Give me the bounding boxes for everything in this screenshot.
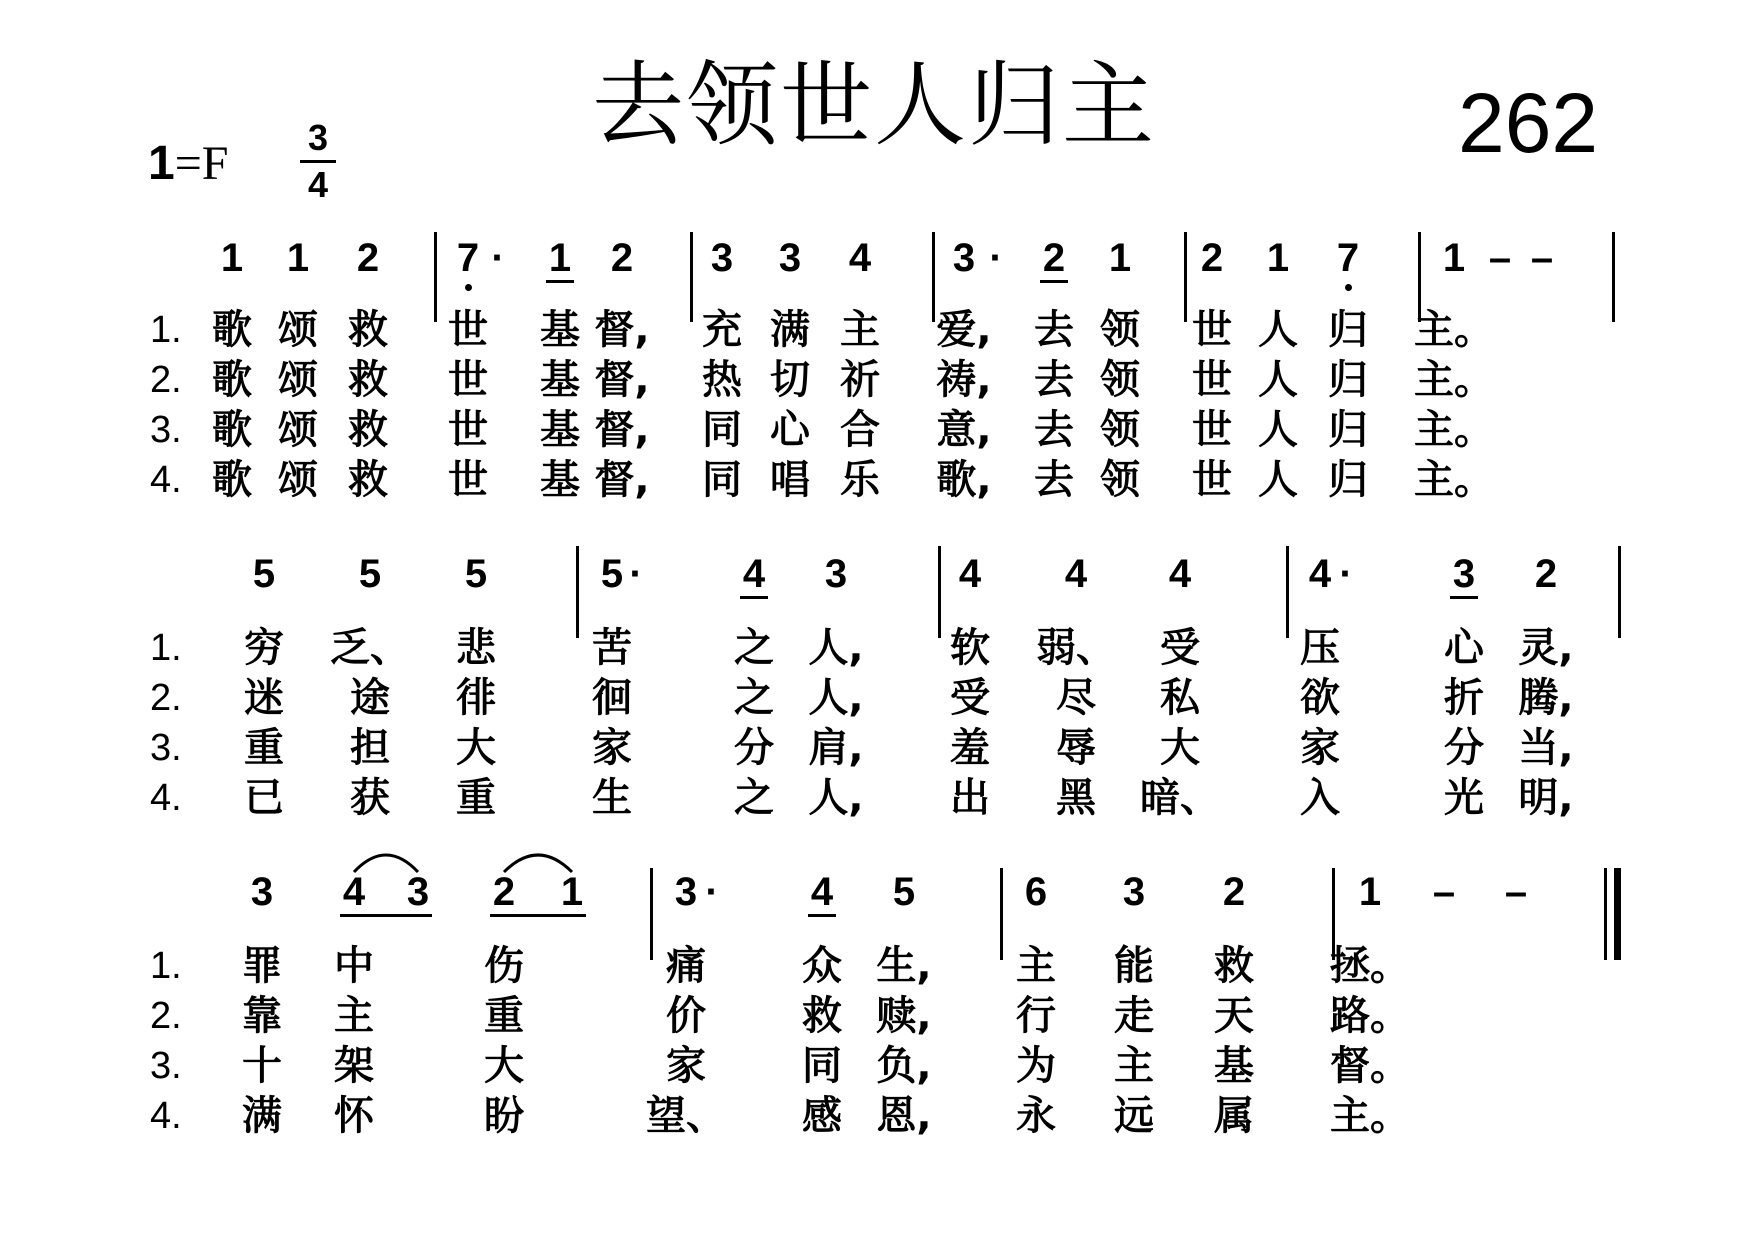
note: 4: [810, 870, 834, 914]
lyric-syllable: 督。: [1330, 1043, 1410, 1089]
lyric-syllable: 赎,: [876, 993, 932, 1039]
lyric-syllable: 基: [540, 407, 580, 453]
note: 5: [358, 552, 382, 596]
lyric-syllable: 天: [1214, 993, 1254, 1039]
note: 1: [1442, 236, 1466, 280]
verse-number: 1.: [150, 945, 182, 987]
lyric-syllable: 肩,: [808, 725, 864, 771]
note: 6: [1024, 870, 1048, 914]
note: 2: [1042, 236, 1066, 280]
lyric-syllable: 歌: [212, 307, 252, 353]
note: 3: [710, 236, 734, 280]
lyric-syllable: 压: [1300, 625, 1340, 671]
lyric-syllable: 主。: [1414, 407, 1494, 453]
note: 4: [1308, 552, 1332, 596]
verse-number: 2.: [150, 677, 182, 719]
lyric-syllable: 中: [334, 943, 374, 989]
time-sig-beat-unit: 4: [307, 164, 329, 205]
lyric-syllable: 乐: [840, 457, 880, 503]
hymn-title: 去领世人归主: [592, 52, 1157, 159]
lyric-syllable: 价: [666, 993, 706, 1039]
lyric-syllable: 颂: [278, 357, 318, 403]
lyric-syllable: 受: [1160, 625, 1200, 671]
note: 4: [848, 236, 872, 280]
lyric-syllable: 众: [802, 943, 842, 989]
lyric-syllable: 弱、: [1036, 625, 1116, 671]
note: 4: [742, 552, 766, 596]
note: 2: [492, 870, 516, 914]
lyric-syllable: 灵,: [1518, 625, 1574, 671]
lyric-syllable: 恩,: [876, 1093, 932, 1139]
lyric-syllable: 主: [1114, 1043, 1154, 1089]
lyric-syllable: 歌: [212, 407, 252, 453]
dash-extension: –: [1488, 236, 1512, 280]
lyric-syllable: 感: [802, 1093, 842, 1139]
lyric-syllable: 基: [540, 307, 580, 353]
lyric-syllable: 重: [484, 993, 524, 1039]
lyric-syllable: 歌: [212, 457, 252, 503]
lyric-syllable: 领: [1100, 407, 1140, 453]
lyric-syllable: 去: [1034, 457, 1074, 503]
lyric-syllable: 基: [540, 457, 580, 503]
lyric-syllable: 家: [1300, 725, 1340, 771]
lyric-syllable: 罪: [242, 943, 282, 989]
lyric-syllable: 软: [950, 625, 990, 671]
lyric-syllable: 去: [1034, 307, 1074, 353]
lyric-syllable: 合: [840, 407, 880, 453]
lyric-syllable: 世: [1192, 357, 1232, 403]
note: 1: [220, 236, 244, 280]
verse-number: 2.: [150, 359, 182, 401]
note: 4: [958, 552, 982, 596]
lyric-syllable: 能: [1114, 943, 1154, 989]
lyric-syllable: 大: [484, 1043, 524, 1089]
lyric-syllable: 家: [592, 725, 632, 771]
lyric-syllable: 明,: [1518, 775, 1574, 821]
verse-number: 2.: [150, 995, 182, 1037]
lyric-syllable: 基: [540, 357, 580, 403]
note: 4: [1168, 552, 1192, 596]
dash-extension: –: [1432, 870, 1456, 914]
lyric-syllable: 世: [448, 407, 488, 453]
lyric-syllable: 负,: [876, 1043, 932, 1089]
lyric-syllable: 充: [702, 307, 742, 353]
augmentation-dot: ·: [705, 870, 719, 914]
lyric-syllable: 远: [1114, 1093, 1154, 1139]
lyric-syllable: 之: [734, 625, 774, 671]
lyric-syllable: 私: [1160, 675, 1200, 721]
lyric-syllable: 出: [950, 775, 990, 821]
lyric-syllable: 光: [1444, 775, 1484, 821]
lyric-syllable: 重: [456, 775, 496, 821]
lyric-syllable: 归: [1328, 457, 1368, 503]
lyric-syllable: 暗、: [1140, 775, 1220, 821]
lyric-syllable: 苦: [592, 625, 632, 671]
note: 2: [1534, 552, 1558, 596]
lyric-syllable: 歌: [212, 357, 252, 403]
lyric-syllable: 悲: [456, 625, 496, 671]
lyric-syllable: 徘: [456, 675, 496, 721]
lyric-syllable: 主。: [1330, 1093, 1410, 1139]
lyric-syllable: 主: [334, 993, 374, 1039]
lyric-syllable: 家: [666, 1043, 706, 1089]
lyric-syllable: 生,: [876, 943, 932, 989]
lyric-syllable: 世: [448, 307, 488, 353]
verse-number: 3.: [150, 409, 182, 451]
lyric-syllable: 切: [770, 357, 810, 403]
lyric-syllable: 怀: [334, 1093, 374, 1139]
lyric-syllable: 满: [770, 307, 810, 353]
lyric-syllable: 担: [350, 725, 390, 771]
note: 1: [548, 236, 572, 280]
augmentation-dot: ·: [1339, 552, 1353, 596]
note: 2: [1200, 236, 1224, 280]
lyric-syllable: 世: [1192, 457, 1232, 503]
verse-number: 3.: [150, 727, 182, 769]
lyric-syllable: 主: [1016, 943, 1056, 989]
lyric-syllable: 世: [1192, 407, 1232, 453]
lyric-syllable: 同: [702, 407, 742, 453]
lyric-syllable: 领: [1100, 307, 1140, 353]
time-sig-beats: 3: [307, 117, 329, 158]
lyric-syllable: 黑: [1056, 775, 1096, 821]
lyric-syllable: 羞: [950, 725, 990, 771]
verse-number: 1.: [150, 309, 182, 351]
lyric-syllable: 督,: [594, 357, 650, 403]
lyric-syllable: 督,: [594, 407, 650, 453]
lyric-syllable: 人,: [808, 675, 864, 721]
lyric-syllable: 穷: [244, 625, 284, 671]
lyric-syllable: 颂: [278, 407, 318, 453]
note: 7: [456, 236, 480, 280]
lyric-syllable: 人: [1258, 457, 1298, 503]
lyric-syllable: 欲: [1300, 675, 1340, 721]
lyric-syllable: 世: [448, 457, 488, 503]
lyric-syllable: 救: [802, 993, 842, 1039]
dash-extension: –: [1530, 236, 1554, 280]
lyric-syllable: 人,: [808, 775, 864, 821]
note: 3: [952, 236, 976, 280]
note: 1: [286, 236, 310, 280]
verse-number: 1.: [150, 627, 182, 669]
lyric-syllable: 获: [350, 775, 390, 821]
note: 3: [674, 870, 698, 914]
note: 5: [464, 552, 488, 596]
lyric-syllable: 心: [770, 407, 810, 453]
lyric-syllable: 重: [244, 725, 284, 771]
lyric-syllable: 救: [348, 407, 388, 453]
lyric-syllable: 救: [1214, 943, 1254, 989]
lyric-syllable: 大: [456, 725, 496, 771]
key-equals: =F: [174, 137, 229, 190]
lyric-syllable: 为: [1016, 1043, 1056, 1089]
lyric-syllable: 领: [1100, 357, 1140, 403]
lyric-syllable: 意,: [936, 407, 992, 453]
lyric-syllable: 主。: [1414, 357, 1494, 403]
lyric-syllable: 腾,: [1518, 675, 1574, 721]
lyric-syllable: 行: [1016, 993, 1056, 1039]
note: 1: [1266, 236, 1290, 280]
lyric-syllable: 当,: [1518, 725, 1574, 771]
lyric-syllable: 世: [1192, 307, 1232, 353]
note: 2: [1222, 870, 1246, 914]
lyric-syllable: 望、: [646, 1093, 726, 1139]
lyric-syllable: 救: [348, 357, 388, 403]
lyric-syllable: 伤: [484, 943, 524, 989]
lyric-syllable: 受: [950, 675, 990, 721]
lyric-syllable: 救: [348, 457, 388, 503]
lyric-syllable: 乏、: [330, 625, 410, 671]
lyric-syllable: 徊: [592, 675, 632, 721]
lyric-syllable: 辱: [1056, 725, 1096, 771]
lyric-syllable: 路。: [1330, 993, 1410, 1039]
lyric-syllable: 拯。: [1330, 943, 1410, 989]
verse-number: 4.: [150, 777, 182, 819]
note: 3: [824, 552, 848, 596]
lyric-syllable: 归: [1328, 307, 1368, 353]
lyric-syllable: 途: [350, 675, 390, 721]
lyric-syllable: 人: [1258, 407, 1298, 453]
verse-number: 3.: [150, 1045, 182, 1087]
note: 3: [250, 870, 274, 914]
lyric-syllable: 之: [734, 675, 774, 721]
lyric-syllable: 盼: [484, 1093, 524, 1139]
lyric-syllable: 祷,: [936, 357, 992, 403]
slur: [504, 855, 572, 872]
note: 2: [610, 236, 634, 280]
lyric-syllable: 分: [1444, 725, 1484, 771]
lyric-syllable: 之: [734, 775, 774, 821]
lyric-syllable: 归: [1328, 407, 1368, 453]
lyric-syllable: 去: [1034, 357, 1074, 403]
lyric-syllable: 尽: [1056, 675, 1096, 721]
note: 3: [406, 870, 430, 914]
lyric-syllable: 人,: [808, 625, 864, 671]
slur: [354, 855, 418, 872]
lyric-syllable: 颂: [278, 457, 318, 503]
augmentation-dot: ·: [629, 552, 643, 596]
augmentation-dot: ·: [989, 236, 1003, 280]
lyric-syllable: 基: [1214, 1043, 1254, 1089]
lyric-syllable: 爱,: [936, 307, 992, 353]
note: 5: [252, 552, 276, 596]
note: 1: [1108, 236, 1132, 280]
lyric-syllable: 入: [1300, 775, 1340, 821]
note: 1: [560, 870, 584, 914]
lyric-syllable: 折: [1444, 675, 1484, 721]
lyric-syllable: 领: [1100, 457, 1140, 503]
augmentation-dot: ·: [491, 236, 505, 280]
lyric-syllable: 督,: [594, 307, 650, 353]
lyric-syllable: 人: [1258, 307, 1298, 353]
lyric-syllable: 迷: [244, 675, 284, 721]
note: 5: [600, 552, 624, 596]
note: 4: [1064, 552, 1088, 596]
lyric-syllable: 同: [702, 457, 742, 503]
lyric-syllable: 去: [1034, 407, 1074, 453]
lyric-syllable: 永: [1016, 1093, 1056, 1139]
lyric-syllable: 颂: [278, 307, 318, 353]
lyric-syllable: 靠: [242, 993, 282, 1039]
lyric-syllable: 督,: [594, 457, 650, 503]
lyric-syllable: 属: [1214, 1093, 1254, 1139]
note: 5: [892, 870, 916, 914]
note: 4: [342, 870, 366, 914]
lyric-syllable: 走: [1114, 993, 1154, 1039]
note: 3: [778, 236, 802, 280]
note: 3: [1122, 870, 1146, 914]
lyric-syllable: 满: [242, 1093, 282, 1139]
note: 1: [1358, 870, 1382, 914]
lyric-syllable: 心: [1444, 625, 1484, 671]
lyric-syllable: 救: [348, 307, 388, 353]
lyric-syllable: 生: [592, 775, 632, 821]
key-tonic: 1: [148, 137, 175, 190]
lyric-syllable: 主。: [1414, 457, 1494, 503]
dash-extension: –: [1504, 870, 1528, 914]
lyric-syllable: 分: [734, 725, 774, 771]
lyric-syllable: 热: [702, 357, 742, 403]
lyric-syllable: 痛: [666, 943, 706, 989]
lyric-syllable: 同: [802, 1043, 842, 1089]
lyric-syllable: 主: [840, 307, 880, 353]
note: 3: [1452, 552, 1476, 596]
lyric-syllable: 已: [244, 775, 284, 821]
lyric-syllable: 世: [448, 357, 488, 403]
lyric-syllable: 归: [1328, 357, 1368, 403]
lyric-syllable: 十: [242, 1043, 282, 1089]
verse-number: 4.: [150, 459, 182, 501]
note: 7: [1336, 236, 1360, 280]
lyric-syllable: 主。: [1414, 307, 1494, 353]
lyric-syllable: 歌,: [936, 457, 992, 503]
verse-number: 4.: [150, 1095, 182, 1137]
lyric-syllable: 唱: [770, 457, 810, 503]
lyric-syllable: 架: [334, 1043, 374, 1089]
lyric-syllable: 人: [1258, 357, 1298, 403]
lyric-syllable: 大: [1160, 725, 1200, 771]
lyric-syllable: 祈: [840, 357, 880, 403]
hymn-number: 262: [1458, 76, 1599, 170]
note: 2: [356, 236, 380, 280]
